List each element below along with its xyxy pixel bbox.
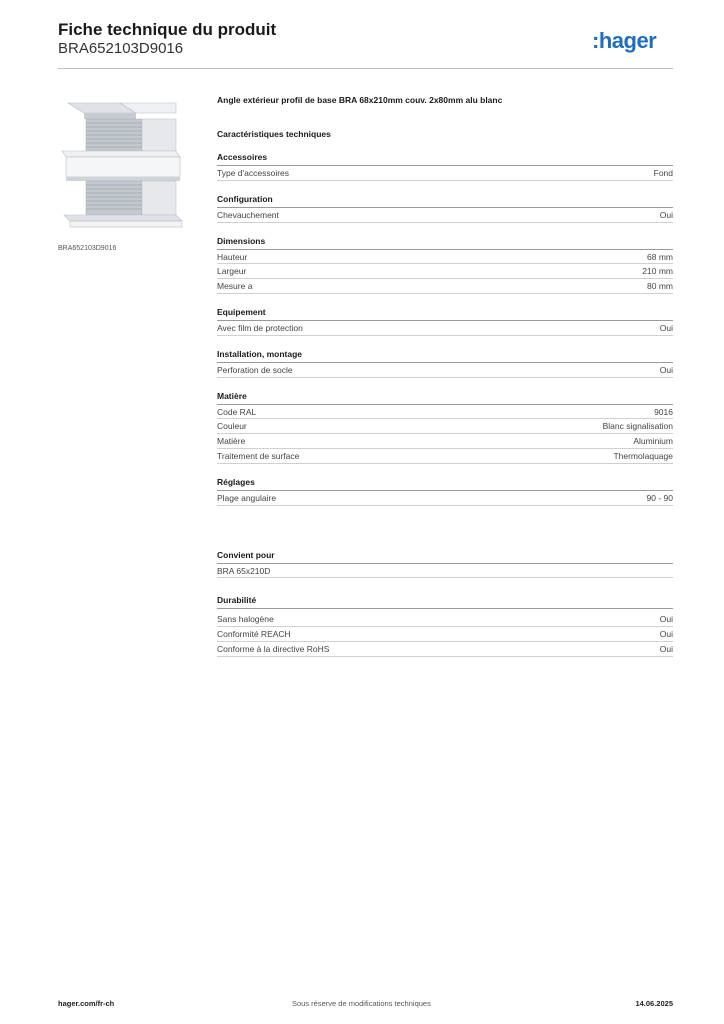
hager-logo: :hager (592, 28, 657, 53)
product-description: Angle extérieur profil de base BRA 68x210mm couv. 2x80mm alu blanc (217, 95, 503, 105)
group-title: Configuration (217, 194, 673, 208)
group-title: Equipement (217, 307, 673, 321)
spec-label: Plage angulaire (217, 492, 277, 503)
spec-row (217, 208, 673, 223)
spec-group-convient (217, 550, 673, 579)
spec-label: Traitement de surface (217, 450, 300, 461)
spec-row (217, 642, 673, 657)
spec-label: Hauteur (217, 251, 248, 262)
spec-label: Couleur (217, 421, 247, 432)
spec-groups (217, 152, 673, 506)
spec-value: Aluminium (633, 436, 673, 447)
spec-group (217, 349, 673, 378)
group-title: Réglages (217, 477, 673, 491)
spec-value: 210 mm (642, 266, 673, 277)
spec-row (217, 279, 673, 294)
corner-profile-illustration (58, 95, 186, 233)
header-divider (58, 68, 673, 69)
spec-row (217, 405, 673, 420)
page-title: Fiche technique du produit (58, 20, 277, 39)
spec-group (217, 391, 673, 464)
spec-group (217, 152, 673, 181)
group-title: Matière (217, 391, 673, 405)
spec-label: Avec film de protection (217, 322, 303, 333)
spec-group (217, 307, 673, 336)
spec-value: Oui (659, 614, 673, 625)
spec-row (217, 250, 673, 265)
product-image (58, 95, 186, 233)
image-caption: BRA652103D9016 (58, 245, 117, 252)
spec-value: Oui (659, 322, 673, 333)
spec-value: 9016 (654, 406, 673, 417)
footer-notice: Sous réserve de modifications techniques (292, 999, 431, 1008)
spec-group-durabilite (217, 595, 673, 656)
spec-value: Oui (659, 643, 673, 654)
spec-label: Mesure a (217, 281, 253, 292)
spec-label: BRA 65x210D (217, 565, 271, 576)
spec-row (217, 449, 673, 464)
spec-label: Perforation de socle (217, 364, 293, 375)
group-title: Durabilité (217, 595, 673, 609)
spec-label: Sans halogène (217, 614, 274, 625)
spec-label: Matière (217, 436, 246, 447)
group-title: Accessoires (217, 152, 673, 166)
spec-row (217, 612, 673, 627)
spec-content (217, 95, 673, 657)
spec-label: Largeur (217, 266, 247, 277)
spec-value: Fond (653, 168, 673, 178)
spec-group (217, 194, 673, 223)
spec-row (217, 434, 673, 449)
spec-value: Thermolaquage (613, 450, 673, 461)
spec-row (217, 627, 673, 642)
group-title: Dimensions (217, 236, 673, 250)
spec-row (217, 363, 673, 378)
product-reference: BRA652103D9016 (58, 40, 184, 57)
spec-label: Type d'accessoires (217, 168, 290, 178)
spec-row (217, 166, 673, 181)
group-title: Installation, montage (217, 349, 673, 363)
spec-value: Oui (659, 364, 673, 375)
spec-row (217, 491, 673, 506)
spec-row (217, 264, 673, 279)
spec-section-title: Caractéristiques techniques (217, 129, 331, 139)
spec-value: 90 - 90 (646, 492, 673, 503)
spec-value: Blanc signalisation (602, 421, 673, 432)
footer-website[interactable]: hager.com/fr-ch (58, 999, 115, 1008)
spec-row (217, 419, 673, 434)
spec-label: Conforme à la directive RoHS (217, 643, 330, 654)
footer-date: 14.06.2025 (635, 999, 673, 1008)
spec-label: Conformité REACH (217, 629, 291, 640)
group-title: Convient pour (217, 550, 673, 564)
spec-value: Oui (659, 209, 673, 220)
spec-value: 80 mm (647, 281, 673, 292)
spec-row (217, 321, 673, 336)
spec-value: 68 mm (647, 251, 673, 262)
spec-value: Oui (659, 629, 673, 640)
spec-label: Code RAL (217, 406, 257, 417)
spec-row (217, 564, 673, 579)
spec-group (217, 477, 673, 506)
spec-group (217, 236, 673, 294)
spec-label: Chevauchement (217, 209, 279, 220)
